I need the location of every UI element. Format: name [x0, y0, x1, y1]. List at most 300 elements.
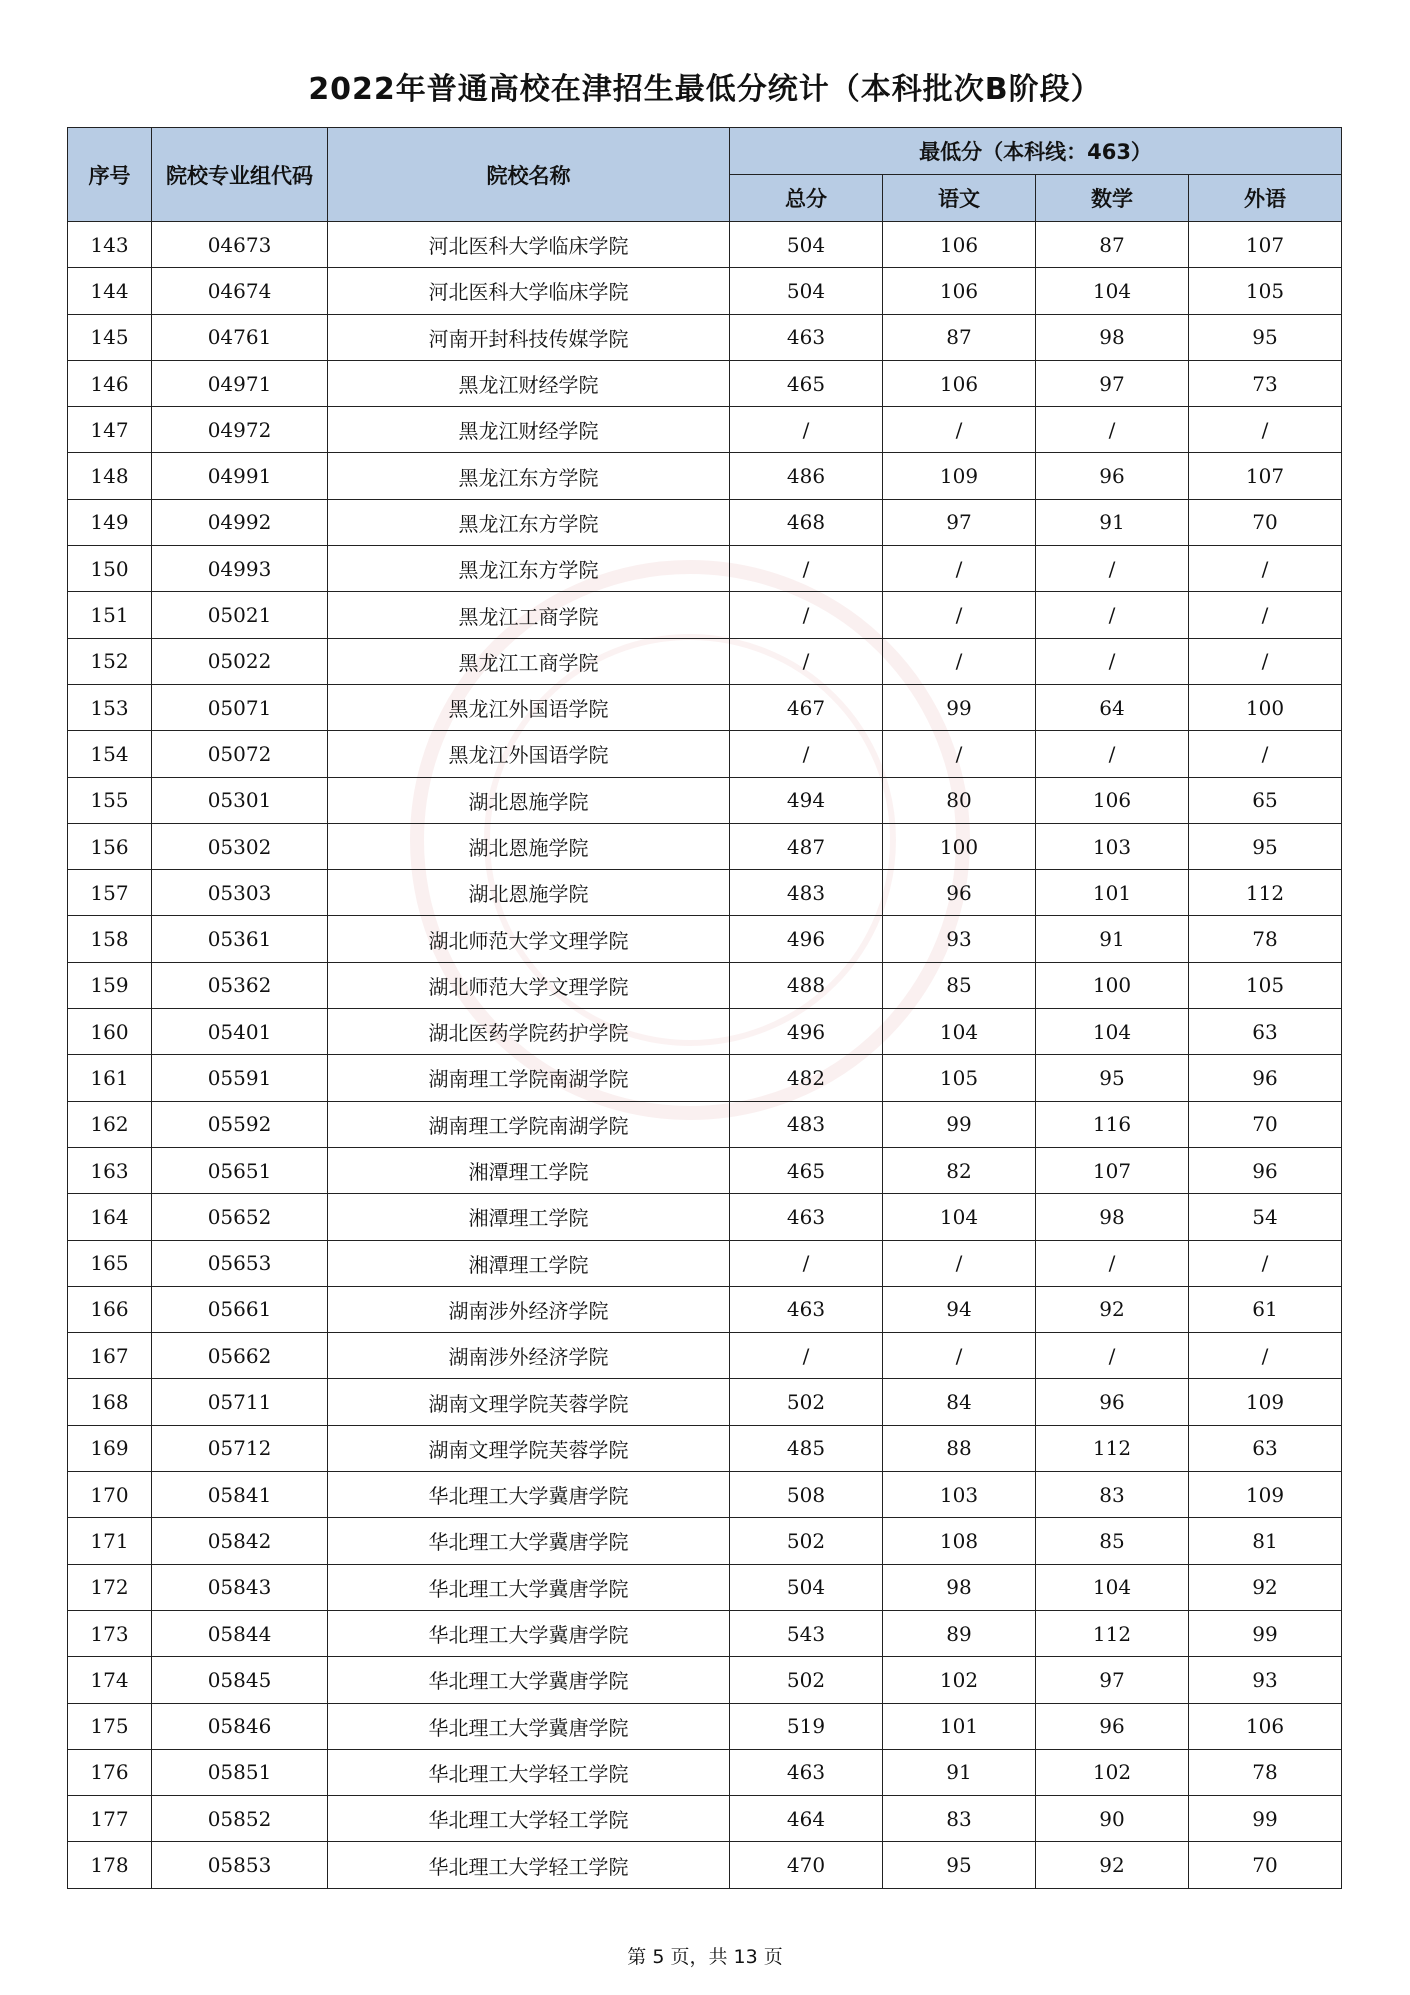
table-row [68, 1703, 1342, 1749]
cell-chinese: 82 [883, 1147, 1036, 1193]
cell-code: 05853 [152, 1842, 328, 1888]
cell-name: 河北医科大学临床学院 [328, 222, 730, 268]
cell-seq: 160 [68, 1009, 152, 1055]
header-code: 院校专业组代码 [152, 128, 328, 222]
cell-code: 05401 [152, 1009, 328, 1055]
cell-name: 华北理工大学冀唐学院 [328, 1472, 730, 1518]
cell-code: 05851 [152, 1749, 328, 1795]
cell-chinese: 84 [883, 1379, 1036, 1425]
cell-name: 黑龙江外国语学院 [328, 731, 730, 777]
cell-math: 92 [1036, 1842, 1189, 1888]
table-row [68, 731, 1342, 777]
cell-foreign: 96 [1189, 1055, 1342, 1101]
cell-name: 华北理工大学冀唐学院 [328, 1610, 730, 1656]
cell-foreign: 105 [1189, 962, 1342, 1008]
cell-name: 湖北师范大学文理学院 [328, 916, 730, 962]
cell-foreign: 99 [1189, 1796, 1342, 1842]
cell-chinese: 109 [883, 453, 1036, 499]
header-foreign: 外语 [1189, 175, 1342, 222]
cell-seq: 171 [68, 1518, 152, 1564]
cell-chinese: 95 [883, 1842, 1036, 1888]
cell-name: 华北理工大学轻工学院 [328, 1796, 730, 1842]
cell-total: 485 [730, 1425, 883, 1471]
cell-math: 91 [1036, 499, 1189, 545]
cell-name: 华北理工大学冀唐学院 [328, 1518, 730, 1564]
cell-foreign: 112 [1189, 870, 1342, 916]
cell-total: 496 [730, 916, 883, 962]
header-math: 数学 [1036, 175, 1189, 222]
cell-chinese: 99 [883, 1101, 1036, 1147]
cell-name: 湖南涉外经济学院 [328, 1286, 730, 1332]
cell-name: 湖北医药学院药护学院 [328, 1009, 730, 1055]
table-row [68, 1749, 1342, 1795]
cell-seq: 156 [68, 823, 152, 869]
table-row [68, 1518, 1342, 1564]
cell-name: 湖北恩施学院 [328, 777, 730, 823]
cell-math: 100 [1036, 962, 1189, 1008]
cell-foreign: 106 [1189, 1703, 1342, 1749]
table-row [68, 1425, 1342, 1471]
cell-math: / [1036, 407, 1189, 453]
cell-name: 湖南理工学院南湖学院 [328, 1101, 730, 1147]
cell-math: / [1036, 592, 1189, 638]
cell-foreign: 95 [1189, 314, 1342, 360]
cell-total: 464 [730, 1796, 883, 1842]
cell-name: 黑龙江东方学院 [328, 453, 730, 499]
cell-code: 05845 [152, 1657, 328, 1703]
cell-code: 04673 [152, 222, 328, 268]
cell-code: 04761 [152, 314, 328, 360]
cell-code: 05361 [152, 916, 328, 962]
table-row [68, 1796, 1342, 1842]
cell-foreign: 109 [1189, 1472, 1342, 1518]
cell-seq: 153 [68, 684, 152, 730]
cell-math: 107 [1036, 1147, 1189, 1193]
cell-math: 112 [1036, 1610, 1189, 1656]
cell-math: 96 [1036, 1379, 1189, 1425]
cell-chinese: 96 [883, 870, 1036, 916]
cell-chinese: 100 [883, 823, 1036, 869]
cell-chinese: 106 [883, 268, 1036, 314]
cell-seq: 178 [68, 1842, 152, 1888]
cell-name: 黑龙江工商学院 [328, 592, 730, 638]
cell-code: 04674 [152, 268, 328, 314]
cell-name: 黑龙江财经学院 [328, 407, 730, 453]
cell-chinese: / [883, 731, 1036, 777]
cell-foreign: 63 [1189, 1009, 1342, 1055]
cell-seq: 174 [68, 1657, 152, 1703]
cell-chinese: 105 [883, 1055, 1036, 1101]
cell-code: 04972 [152, 407, 328, 453]
table-row [68, 407, 1342, 453]
table-row [68, 1564, 1342, 1610]
cell-chinese: 88 [883, 1425, 1036, 1471]
table-row [68, 499, 1342, 545]
cell-total: 504 [730, 1564, 883, 1610]
cell-math: 83 [1036, 1472, 1189, 1518]
cell-seq: 175 [68, 1703, 152, 1749]
page-title: 2022年普通高校在津招生最低分统计（本科批次B阶段） [308, 72, 1102, 107]
cell-name: 河南开封科技传媒学院 [328, 314, 730, 360]
table-row [68, 638, 1342, 684]
cell-code: 05852 [152, 1796, 328, 1842]
header-total: 总分 [730, 175, 883, 222]
cell-chinese: 106 [883, 360, 1036, 406]
cell-chinese: 102 [883, 1657, 1036, 1703]
cell-code: 05591 [152, 1055, 328, 1101]
cell-math: 98 [1036, 1194, 1189, 1240]
cell-name: 黑龙江财经学院 [328, 360, 730, 406]
cell-seq: 155 [68, 777, 152, 823]
cell-seq: 170 [68, 1472, 152, 1518]
cell-foreign: / [1189, 1333, 1342, 1379]
cell-foreign: 107 [1189, 222, 1342, 268]
cell-foreign: 81 [1189, 1518, 1342, 1564]
cell-total: 465 [730, 1147, 883, 1193]
cell-code: 05651 [152, 1147, 328, 1193]
cell-math: 112 [1036, 1425, 1189, 1471]
cell-math: 95 [1036, 1055, 1189, 1101]
cell-seq: 144 [68, 268, 152, 314]
cell-code: 05661 [152, 1286, 328, 1332]
cell-total: 504 [730, 222, 883, 268]
page-footer: 第 5 页，共 13 页 [627, 1946, 783, 1968]
cell-foreign: 78 [1189, 1749, 1342, 1795]
cell-name: 黑龙江东方学院 [328, 499, 730, 545]
cell-name: 湖南涉外经济学院 [328, 1333, 730, 1379]
cell-chinese: 106 [883, 222, 1036, 268]
cell-code: 05662 [152, 1333, 328, 1379]
cell-seq: 163 [68, 1147, 152, 1193]
cell-foreign: 109 [1189, 1379, 1342, 1425]
table-row [68, 1472, 1342, 1518]
cell-name: 湖南文理学院芙蓉学院 [328, 1425, 730, 1471]
cell-total: / [730, 731, 883, 777]
cell-code: 05072 [152, 731, 328, 777]
cell-name: 湖南理工学院南湖学院 [328, 1055, 730, 1101]
cell-code: 05652 [152, 1194, 328, 1240]
cell-total: / [730, 638, 883, 684]
cell-seq: 161 [68, 1055, 152, 1101]
cell-total: / [730, 407, 883, 453]
cell-total: 488 [730, 962, 883, 1008]
cell-chinese: 89 [883, 1610, 1036, 1656]
cell-code: 05842 [152, 1518, 328, 1564]
cell-chinese: 97 [883, 499, 1036, 545]
cell-chinese: 104 [883, 1009, 1036, 1055]
table-row [68, 1842, 1342, 1888]
cell-name: 黑龙江外国语学院 [328, 684, 730, 730]
table-row [68, 1333, 1342, 1379]
cell-math: 101 [1036, 870, 1189, 916]
cell-chinese: 99 [883, 684, 1036, 730]
cell-foreign: 107 [1189, 453, 1342, 499]
table-row [68, 222, 1342, 268]
cell-foreign: 93 [1189, 1657, 1342, 1703]
table-row [68, 1286, 1342, 1332]
cell-seq: 173 [68, 1610, 152, 1656]
cell-math: / [1036, 638, 1189, 684]
cell-seq: 162 [68, 1101, 152, 1147]
cell-math: 64 [1036, 684, 1189, 730]
cell-total: 486 [730, 453, 883, 499]
header-seq: 序号 [68, 128, 152, 222]
cell-seq: 152 [68, 638, 152, 684]
cell-seq: 176 [68, 1749, 152, 1795]
cell-math: 102 [1036, 1749, 1189, 1795]
cell-seq: 148 [68, 453, 152, 499]
cell-code: 05846 [152, 1703, 328, 1749]
cell-chinese: 104 [883, 1194, 1036, 1240]
cell-math: 87 [1036, 222, 1189, 268]
cell-foreign: 96 [1189, 1147, 1342, 1193]
cell-total: 487 [730, 823, 883, 869]
cell-chinese: / [883, 638, 1036, 684]
cell-foreign: 70 [1189, 499, 1342, 545]
cell-chinese: / [883, 546, 1036, 592]
cell-foreign: 100 [1189, 684, 1342, 730]
cell-chinese: 87 [883, 314, 1036, 360]
table-row [68, 1240, 1342, 1286]
cell-foreign: 63 [1189, 1425, 1342, 1471]
cell-name: 华北理工大学轻工学院 [328, 1749, 730, 1795]
cell-chinese: 91 [883, 1749, 1036, 1795]
cell-math: / [1036, 1240, 1189, 1286]
cell-foreign: 92 [1189, 1564, 1342, 1610]
cell-seq: 177 [68, 1796, 152, 1842]
cell-math: 90 [1036, 1796, 1189, 1842]
cell-chinese: / [883, 1333, 1036, 1379]
cell-chinese: / [883, 1240, 1036, 1286]
cell-chinese: 94 [883, 1286, 1036, 1332]
cell-code: 05022 [152, 638, 328, 684]
cell-name: 华北理工大学冀唐学院 [328, 1703, 730, 1749]
cell-code: 05844 [152, 1610, 328, 1656]
cell-math: 104 [1036, 1564, 1189, 1610]
cell-total: / [730, 592, 883, 638]
table-row [68, 592, 1342, 638]
cell-total: 463 [730, 314, 883, 360]
cell-name: 湖北恩施学院 [328, 823, 730, 869]
cell-seq: 151 [68, 592, 152, 638]
cell-name: 湘潭理工学院 [328, 1147, 730, 1193]
cell-seq: 150 [68, 546, 152, 592]
cell-seq: 165 [68, 1240, 152, 1286]
cell-name: 湘潭理工学院 [328, 1240, 730, 1286]
cell-math: 85 [1036, 1518, 1189, 1564]
cell-chinese: 80 [883, 777, 1036, 823]
cell-name: 华北理工大学冀唐学院 [328, 1564, 730, 1610]
cell-code: 05303 [152, 870, 328, 916]
cell-foreign: / [1189, 638, 1342, 684]
cell-math: / [1036, 731, 1189, 777]
table-row [68, 268, 1342, 314]
cell-foreign: / [1189, 731, 1342, 777]
cell-math: 104 [1036, 268, 1189, 314]
cell-seq: 147 [68, 407, 152, 453]
cell-foreign: 54 [1189, 1194, 1342, 1240]
cell-math: 97 [1036, 1657, 1189, 1703]
table-row [68, 1657, 1342, 1703]
cell-foreign: 65 [1189, 777, 1342, 823]
cell-total: 470 [730, 1842, 883, 1888]
score-table [67, 127, 1342, 1889]
table-row [68, 870, 1342, 916]
cell-total: 483 [730, 870, 883, 916]
cell-foreign: 73 [1189, 360, 1342, 406]
cell-chinese: 108 [883, 1518, 1036, 1564]
cell-seq: 157 [68, 870, 152, 916]
cell-math: 103 [1036, 823, 1189, 869]
cell-total: 494 [730, 777, 883, 823]
table-row [68, 1610, 1342, 1656]
cell-seq: 159 [68, 962, 152, 1008]
cell-seq: 154 [68, 731, 152, 777]
cell-code: 05712 [152, 1425, 328, 1471]
cell-code: 05592 [152, 1101, 328, 1147]
table-row [68, 1055, 1342, 1101]
cell-total: 496 [730, 1009, 883, 1055]
cell-math: 98 [1036, 314, 1189, 360]
cell-chinese: 103 [883, 1472, 1036, 1518]
cell-seq: 169 [68, 1425, 152, 1471]
cell-total: 502 [730, 1518, 883, 1564]
cell-total: 467 [730, 684, 883, 730]
cell-math: 92 [1036, 1286, 1189, 1332]
cell-code: 05843 [152, 1564, 328, 1610]
cell-chinese: / [883, 592, 1036, 638]
cell-foreign: 70 [1189, 1842, 1342, 1888]
cell-total: 483 [730, 1101, 883, 1147]
cell-total: 465 [730, 360, 883, 406]
table-row [68, 360, 1342, 406]
cell-total: / [730, 546, 883, 592]
cell-math: 104 [1036, 1009, 1189, 1055]
cell-code: 05301 [152, 777, 328, 823]
cell-total: 468 [730, 499, 883, 545]
table-row [68, 1101, 1342, 1147]
cell-code: 04992 [152, 499, 328, 545]
cell-math: / [1036, 546, 1189, 592]
cell-name: 华北理工大学轻工学院 [328, 1842, 730, 1888]
cell-math: 96 [1036, 1703, 1189, 1749]
cell-foreign: / [1189, 592, 1342, 638]
header-min-score: 最低分（本科线：463） [730, 128, 1342, 175]
table-row [68, 1194, 1342, 1240]
cell-total: 463 [730, 1286, 883, 1332]
cell-code: 04993 [152, 546, 328, 592]
cell-name: 黑龙江东方学院 [328, 546, 730, 592]
cell-code: 05362 [152, 962, 328, 1008]
cell-code: 05071 [152, 684, 328, 730]
cell-code: 05302 [152, 823, 328, 869]
table-row [68, 777, 1342, 823]
cell-total: 463 [730, 1194, 883, 1240]
cell-seq: 146 [68, 360, 152, 406]
cell-foreign: 70 [1189, 1101, 1342, 1147]
table-row [68, 823, 1342, 869]
cell-seq: 149 [68, 499, 152, 545]
table-row [68, 1009, 1342, 1055]
cell-name: 湖南文理学院芙蓉学院 [328, 1379, 730, 1425]
cell-foreign: 99 [1189, 1610, 1342, 1656]
table-row [68, 962, 1342, 1008]
cell-code: 05021 [152, 592, 328, 638]
cell-name: 河北医科大学临床学院 [328, 268, 730, 314]
cell-code: 05841 [152, 1472, 328, 1518]
cell-name: 黑龙江工商学院 [328, 638, 730, 684]
cell-seq: 172 [68, 1564, 152, 1610]
cell-seq: 158 [68, 916, 152, 962]
cell-code: 05711 [152, 1379, 328, 1425]
cell-math: / [1036, 1333, 1189, 1379]
cell-total: 502 [730, 1379, 883, 1425]
cell-seq: 168 [68, 1379, 152, 1425]
cell-chinese: 85 [883, 962, 1036, 1008]
table-row [68, 916, 1342, 962]
cell-chinese: 101 [883, 1703, 1036, 1749]
cell-name: 湘潭理工学院 [328, 1194, 730, 1240]
cell-total: / [730, 1333, 883, 1379]
cell-total: 519 [730, 1703, 883, 1749]
cell-math: 106 [1036, 777, 1189, 823]
cell-math: 116 [1036, 1101, 1189, 1147]
header-chinese: 语文 [883, 175, 1036, 222]
cell-total: 463 [730, 1749, 883, 1795]
cell-seq: 164 [68, 1194, 152, 1240]
table-row [68, 684, 1342, 730]
cell-name: 湖北恩施学院 [328, 870, 730, 916]
table-header [68, 128, 1342, 222]
cell-seq: 167 [68, 1333, 152, 1379]
cell-code: 04971 [152, 360, 328, 406]
cell-chinese: 83 [883, 1796, 1036, 1842]
table-row [68, 1379, 1342, 1425]
cell-math: 96 [1036, 453, 1189, 499]
cell-seq: 166 [68, 1286, 152, 1332]
cell-total: 543 [730, 1610, 883, 1656]
table-body [68, 222, 1342, 1889]
cell-math: 91 [1036, 916, 1189, 962]
cell-foreign: 78 [1189, 916, 1342, 962]
cell-foreign: 95 [1189, 823, 1342, 869]
cell-chinese: / [883, 407, 1036, 453]
header-name: 院校名称 [328, 128, 730, 222]
cell-foreign: 105 [1189, 268, 1342, 314]
cell-total: 508 [730, 1472, 883, 1518]
table-row [68, 1147, 1342, 1193]
table-row [68, 453, 1342, 499]
cell-code: 05653 [152, 1240, 328, 1286]
cell-math: 97 [1036, 360, 1189, 406]
cell-seq: 145 [68, 314, 152, 360]
cell-foreign: / [1189, 1240, 1342, 1286]
table-row [68, 314, 1342, 360]
table-row [68, 546, 1342, 592]
cell-foreign: / [1189, 546, 1342, 592]
cell-foreign: / [1189, 407, 1342, 453]
cell-seq: 143 [68, 222, 152, 268]
cell-total: / [730, 1240, 883, 1286]
cell-foreign: 61 [1189, 1286, 1342, 1332]
cell-name: 华北理工大学冀唐学院 [328, 1657, 730, 1703]
cell-chinese: 98 [883, 1564, 1036, 1610]
cell-name: 湖北师范大学文理学院 [328, 962, 730, 1008]
cell-total: 504 [730, 268, 883, 314]
cell-total: 482 [730, 1055, 883, 1101]
cell-chinese: 93 [883, 916, 1036, 962]
cell-total: 502 [730, 1657, 883, 1703]
